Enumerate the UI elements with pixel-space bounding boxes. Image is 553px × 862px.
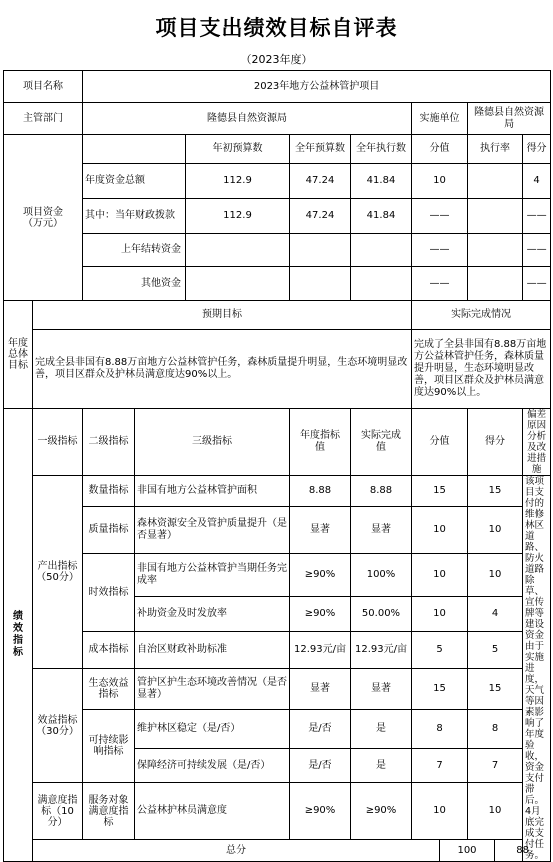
project-name-label: 项目名称	[4, 71, 83, 103]
funds-row	[4, 267, 551, 301]
perf-header-deviation: 偏差原因分析及改进措施	[523, 409, 551, 476]
indicator-score: 15	[468, 476, 523, 507]
indicator-score: 4	[468, 597, 523, 632]
indicator-target: ≥90%	[290, 783, 351, 840]
perf-row	[4, 476, 551, 507]
goal-actual: 完成了全县非国有8.88万亩地方公益林管护任务，森林质量提升明显，生态环境明显改善，项目区群众及护林员满意度达90%以上。	[412, 330, 551, 409]
funds-rate	[468, 234, 523, 267]
project-name-row	[4, 71, 551, 103]
funds-score: ——	[523, 234, 551, 267]
total-row	[4, 840, 551, 862]
funds-annual: 47.24	[290, 199, 351, 234]
funds-exec: 41.84	[351, 164, 412, 199]
level1-output: 产出指标（50分）	[33, 476, 83, 669]
indicator-score: 8	[468, 710, 523, 749]
indicator-name: 森林资源安全及管护质量提升（是否显著）	[135, 507, 290, 554]
indicator-score: 15	[468, 669, 523, 710]
indicator-actual: ≥90%	[351, 783, 412, 840]
level1-satisfaction: 满意度指标（10分）	[33, 783, 83, 840]
funds-header-annual: 全年预算数	[290, 135, 351, 164]
indicator-target: 是/否	[290, 749, 351, 783]
funds-label: 项目资金（万元）	[4, 135, 83, 301]
indicator-name: 自治区财政补助标准	[135, 632, 290, 669]
total-score: 88	[495, 840, 551, 862]
perf-row	[4, 710, 551, 749]
indicator-name: 公益林护林员满意度	[135, 783, 290, 840]
level2-service: 服务对象满意度指标	[83, 783, 135, 840]
perf-header-level3: 三级指标	[135, 409, 290, 476]
indicator-target: 显著	[290, 669, 351, 710]
perf-row	[4, 783, 551, 840]
goal-label: 年度总体目标	[4, 301, 33, 409]
level2-quantity: 数量指标	[83, 476, 135, 507]
indicator-name: 非国有地方公益林管护当期任务完成率	[135, 554, 290, 597]
indicator-actual: 12.93元/亩	[351, 632, 412, 669]
indicator-points: 10	[412, 507, 468, 554]
funds-row-label: 上年结转资金	[83, 234, 186, 267]
project-name: 2023年地方公益林管护项目	[83, 71, 551, 103]
dept-value: 隆德县自然资源局	[83, 103, 412, 135]
indicator-target: 8.88	[290, 476, 351, 507]
level1-effect: 效益指标（30分）	[33, 669, 83, 783]
indicator-points: 10	[412, 554, 468, 597]
indicator-points: 7	[412, 749, 468, 783]
goal-actual-label: 实际完成情况	[412, 301, 551, 330]
impl-label: 实施单位	[412, 103, 468, 135]
funds-exec	[351, 267, 412, 301]
funds-annual: 47.24	[290, 164, 351, 199]
perf-header-actual: 实际完成值	[351, 409, 412, 476]
funds-row	[4, 234, 551, 267]
goal-expected-label: 预期目标	[33, 301, 412, 330]
indicator-name: 非国有地方公益林管护面积	[135, 476, 290, 507]
funds-exec	[351, 234, 412, 267]
funds-header-row	[4, 135, 551, 164]
perf-header-target: 年度指标值	[290, 409, 351, 476]
funds-budget: 112.9	[186, 199, 290, 234]
indicator-points: 10	[412, 597, 468, 632]
funds-row	[4, 164, 551, 199]
goal-expected: 完成全县非国有8.88万亩地方公益林管护任务，森林质量提升明显，生态环境明显改善，项目区群众及护林员满意度达90%以上。	[33, 330, 412, 409]
perf-row	[4, 554, 551, 597]
funds-annual	[290, 234, 351, 267]
level2-quality: 质量指标	[83, 507, 135, 554]
goal-header-row	[4, 301, 551, 330]
funds-score: ——	[523, 267, 551, 301]
level2-cost: 成本指标	[83, 632, 135, 669]
indicator-score: 5	[468, 632, 523, 669]
indicator-points: 5	[412, 632, 468, 669]
fiscal-year: （2023年度）	[240, 53, 313, 66]
dept-label: 主管部门	[4, 103, 83, 135]
perf-row	[4, 507, 551, 554]
indicator-name: 维护林区稳定（是/否）	[135, 710, 290, 749]
indicator-actual: 50.00%	[351, 597, 412, 632]
funds-row	[4, 199, 551, 234]
perf-row	[4, 669, 551, 710]
indicator-name: 补助资金及时发放率	[135, 597, 290, 632]
total-points: 100	[440, 840, 495, 862]
indicator-actual: 是	[351, 749, 412, 783]
indicator-score: 7	[468, 749, 523, 783]
indicator-score: 10	[468, 783, 523, 840]
indicator-name: 管护区护生态环境改善情况（是否显著）	[135, 669, 290, 710]
perf-row	[4, 632, 551, 669]
indicator-score: 10	[468, 507, 523, 554]
perf-label: 绩效指标	[4, 409, 33, 862]
funds-points: 10	[412, 164, 468, 199]
perf-header-score: 得分	[468, 409, 523, 476]
funds-rate	[468, 199, 523, 234]
funds-exec: 41.84	[351, 199, 412, 234]
level2-eco: 生态效益指标	[83, 669, 135, 710]
indicator-actual: 8.88	[351, 476, 412, 507]
indicator-target: ≥90%	[290, 597, 351, 632]
indicator-points: 8	[412, 710, 468, 749]
funds-budget	[186, 267, 290, 301]
funds-points: ——	[412, 267, 468, 301]
page-title: 项目支出绩效目标自评表	[155, 16, 398, 40]
funds-rate	[468, 164, 523, 199]
funds-points: ——	[412, 199, 468, 234]
perf-header-points: 分值	[412, 409, 468, 476]
funds-header-rate: 执行率	[468, 135, 523, 164]
total-label: 总分	[33, 840, 440, 862]
funds-score: ——	[523, 199, 551, 234]
indicator-target: 12.93元/亩	[290, 632, 351, 669]
evaluation-table	[3, 70, 551, 862]
funds-score: 4	[523, 164, 551, 199]
funds-rate	[468, 267, 523, 301]
goal-content-row	[4, 330, 551, 409]
funds-header-points: 分值	[412, 135, 468, 164]
dept-row	[4, 103, 551, 135]
funds-header-exec: 全年执行数	[351, 135, 412, 164]
funds-row-label: 其中：当年财政拨款	[83, 199, 186, 234]
funds-annual	[290, 267, 351, 301]
funds-header-score: 得分	[523, 135, 551, 164]
indicator-actual: 是	[351, 710, 412, 749]
level2-sustain: 可持续影响指标	[83, 710, 135, 783]
indicator-target: ≥90%	[290, 554, 351, 597]
impl-value: 隆德县自然资源局	[468, 103, 551, 135]
funds-header-blank	[83, 135, 186, 164]
funds-budget: 112.9	[186, 164, 290, 199]
indicator-name: 保障经济可持续发展（是/否）	[135, 749, 290, 783]
indicator-points: 10	[412, 783, 468, 840]
indicator-actual: 显著	[351, 669, 412, 710]
level2-timeliness: 时效指标	[83, 554, 135, 632]
funds-points: ——	[412, 234, 468, 267]
perf-header-row	[4, 409, 551, 476]
indicator-target: 是/否	[290, 710, 351, 749]
indicator-points: 15	[412, 669, 468, 710]
indicator-score: 10	[468, 554, 523, 597]
indicator-target: 显著	[290, 507, 351, 554]
indicator-actual: 显著	[351, 507, 412, 554]
funds-budget	[186, 234, 290, 267]
deviation-analysis: 该项目支付的维修林区道路、防火道路除草、宣传牌等建设资金由于实施进度，天气等因素影响了年度验收，资金支付滞后。4月底完成支付任务。	[523, 476, 551, 862]
perf-header-level2: 二级指标	[83, 409, 135, 476]
funds-row-label: 其他资金	[83, 267, 186, 301]
indicator-points: 15	[412, 476, 468, 507]
perf-header-level1: 一级指标	[33, 409, 83, 476]
funds-row-label: 年度资金总额	[83, 164, 186, 199]
funds-header-budget: 年初预算数	[186, 135, 290, 164]
indicator-actual: 100%	[351, 554, 412, 597]
